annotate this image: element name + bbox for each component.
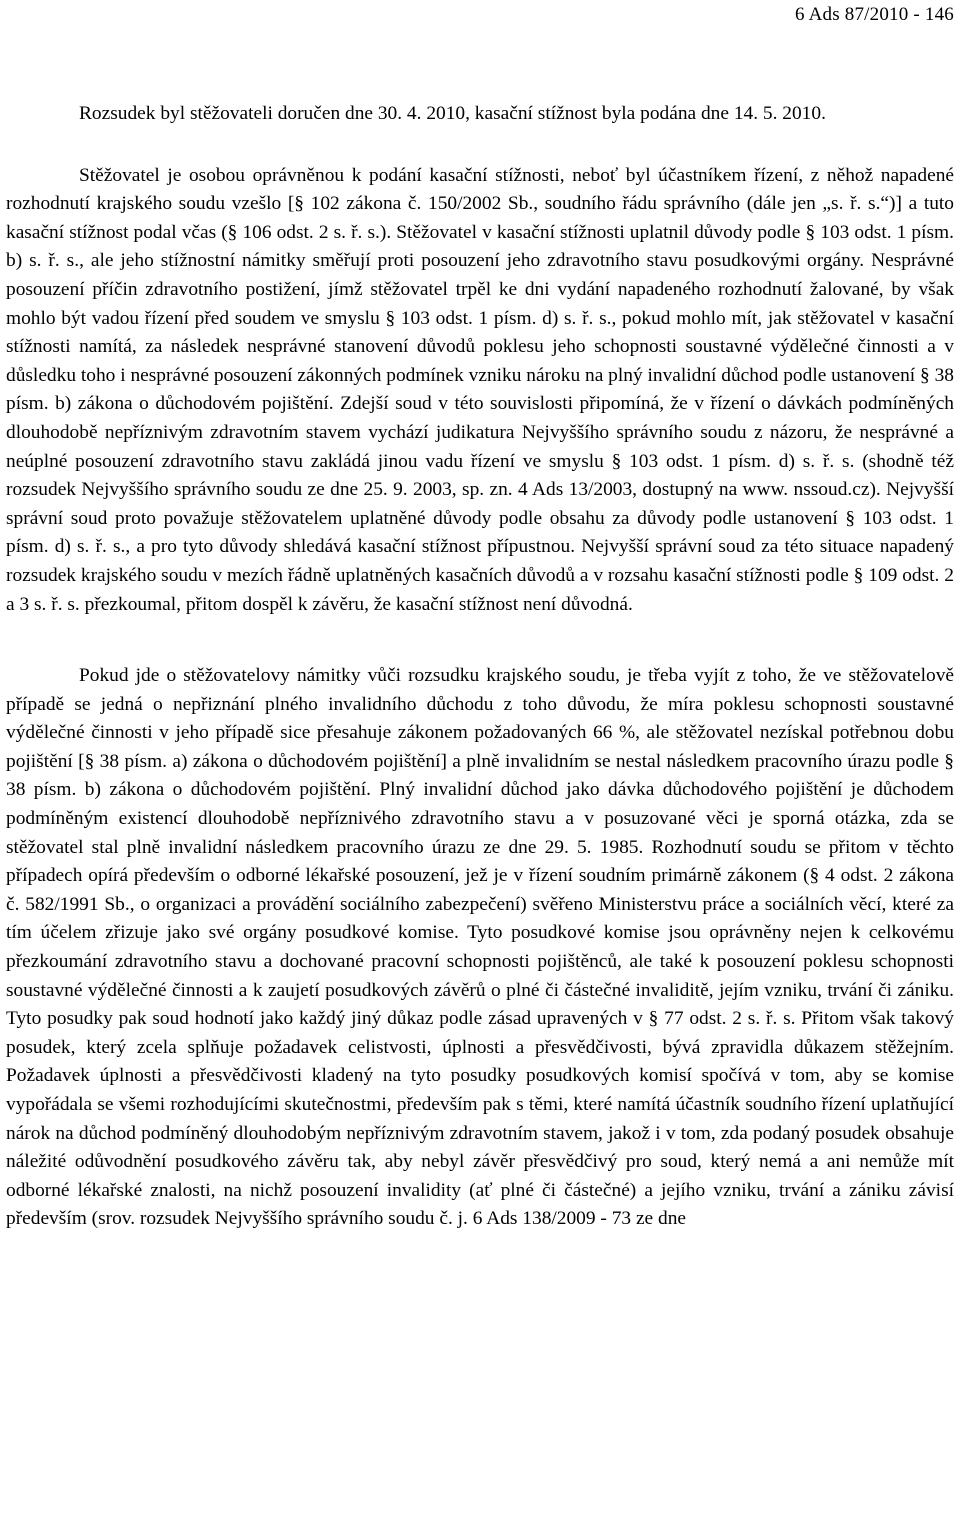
paragraph-admissibility: Stěžovatel je osobou oprávněnou k podání kasační stížnosti, neboť byl účastníkem řízení, z něhož napadené rozhodnutí krajského soudu vzešlo [§ 102 zákona č. 150/2002 Sb., soudního řádu správního (dále jen „s. ř. s.“)] a tuto kasační stížnost podal včas (§ 106 odst. 2 s. ř. s.). Stěžovatel v kasační stížnosti uplatnil důvody podle § 103 odst. 1 písm. b) s. ř. s., ale jeho stížnostní námitky směřují proti posouzení jeho zdravotního stavu posudkovými orgány. Nesprávné posouzení příčin zdravotního postižení, jímž stěžovatel trpěl ke dni vydání napadeného rozhodnutí žalované, by však mohlo být vadou řízení před soudem ve smyslu § 103 odst. 1 písm. d) s. ř. s., pokud mohlo mít, jak stěžovatel v kasační stížnosti namítá, za následek nesprávné stanovení důvodů poklesu jeho schopnosti soustavné výdělečné činnosti a v důsledku toho i nesprávné posouzení zákonných podmínek vzniku nároku na plný invalidní důchod podle ustanovení § 38 písm. b) zákona o důchodovém pojištění. Zdejší soud v této souvislosti připomíná, že v řízení o dávkách podmíněných dlouhodobě nepříznivým zdravotním stavem vychází judikatura Nejvyššího správního soudu z názoru, že nesprávné a neúplné posouzení zdravotního stavu zakládá jinou vadu řízení ve smyslu § 103 odst. 1 písm. d) s. ř. s. (shodně též rozsudek Nejvyššího správního soudu ze dne 25. 9. 2003, sp. zn. 4 Ads 13/2003, dostupný na www. nssoud.cz). Nejvyšší správní soud proto považuje stěžovatelem uplatněné důvody podle obsahu za důvody podle ustanovení § 103 odst. 1 písm. d) s. ř. s., a pro tyto důvody shledává kasační stížnost přípustnou. Nejvyšší správní soud za této situace napadený rozsudek krajského soudu v mezích řádně uplatněných kasačních důvodů a v rozsahu kasační stížnosti podle § 109 odst. 2 a 3 s. ř. s. přezkoumal, přitom dospěl k závěru, že kasační stížnost není důvodná.: [6, 164, 954, 615]
paragraph-objections: Pokud jde o stěžovatelovy námitky vůči rozsudku krajského soudu, je třeba vyjít z toho, že ve stěžovatelově případě se jedná o nepřiznání plného invalidního důchodu z toho důvodu, že míra poklesu schopnosti soustavné výdělečné činnosti v jeho případě sice přesahuje zákonem požadovaných 66 %, ale stěžovatel nezískal potřebnou dobu pojištění [§ 38 písm. a) zákona o důchodovém pojištění] a plně invalidním se nestal následkem pracovního úrazu podle § 38 písm. b) zákona o důchodovém pojištění. Plný invalidní důchod jako dávka důchodového pojištění je důchodem podmíněným existencí dlouhodobě nepříznivého zdravotního stavu a v posuzované věci je sporná otázka, zda se stěžovatel stal plně invalidní následkem pracovního úrazu ze dne 29. 5. 1985. Rozhodnutí soudu se přitom v těchto případech opírá především o odborné lékařské posouzení, jež je v řízení soudním primárně zákonem (§ 4 odst. 2 zákona č. 582/1991 Sb., o organizaci a provádění sociálního zabezpečení) svěřeno Ministerstvu práce a sociálních věcí, které za tím účelem zřizuje jako své orgány posudkové komise. Tyto posudkové komise jsou oprávněny nejen k celkovému přezkoumání zdravotního stavu a dochované pracovní schopnosti pojištěnců, ale také k posouzení poklesu schopnosti soustavné výdělečné činnosti a k zaujetí posudkových závěrů o plné či částečné invaliditě, jejím vzniku, trvání či zániku. Tyto posudky pak soud hodnotí jako každý jiný důkaz podle zásad upravených v § 77 odst. 2 s. ř. s. Přitom však takový posudek, který zcela splňuje požadavek celistvosti, úplnosti a přesvědčivosti, bývá zpravidla důkazem stěžejním. Požadavek úplnosti a přesvědčivosti kladený na tyto posudky posudkových komisí spočívá v tom, aby se komise vypořádala se všemi rozhodujícími skutečnostmi, především pak s těmi, které namítá účastník soudního řízení uplatňující nárok na důchod podmíněný dlouhodobým nepříznivým zdravotním stavem, jakož i v tom, zda podaný posudek obsahuje náležité odůvodnění posudkového závěru tak, aby nebyl závěr přesvědčivý pro soud, který nemá a ani nemůže mít odborné lékařské znalosti, na nichž posouzení invalidity (ať plné či částečné) a jejího vzniku, trvání a zániku závisí především (srov. rozsudek Nejvyššího správního soudu č. j. 6 Ads 138/2009 - 73 ze dne: [6, 665, 954, 1230]
paragraph-delivery: Rozsudek byl stěžovateli doručen dne 30. 4. 2010, kasační stížnost byla podána dne 14. 5. 2010.: [79, 103, 826, 124]
document-body: [6, 100, 954, 1234]
page-header: 6 Ads 87/2010 - 146: [795, 4, 954, 25]
